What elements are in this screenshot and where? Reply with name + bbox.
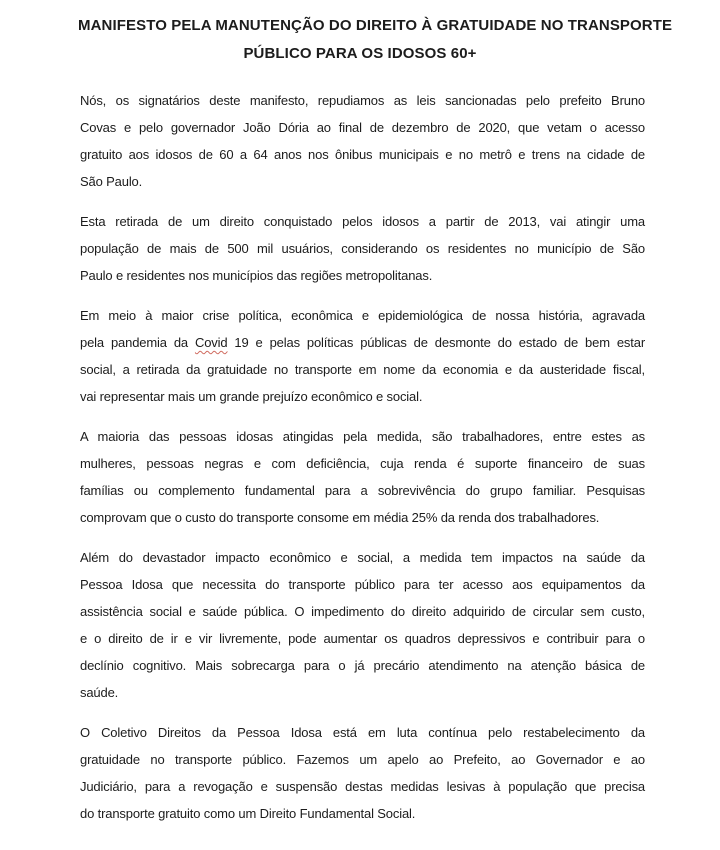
paragraph-line: Esta retirada de um direito conquistado pelos idosos a partir de 2013, vai atingir uma xyxy=(80,214,645,229)
paragraph-line: e o direito de ir e vir livremente, pode aumentar os quadros depressivos e contribuir para o xyxy=(80,631,645,646)
paragraph-line: saúde. xyxy=(80,685,119,700)
paragraph-line: comprovam que o custo do transporte consome em média 25% da renda dos trabalhadores. xyxy=(80,510,600,525)
paragraph-line: São Paulo. xyxy=(80,174,143,189)
paragraph-line: famílias ou complemento fundamental para a sobrevivência do grupo familiar. Pesquisas xyxy=(80,483,645,498)
paragraph-line: mulheres, pessoas negras e com deficiência, cuja renda é suporte financeiro de suas xyxy=(80,456,645,471)
paragraph-line: assistência social e saúde pública. O impedimento do direito adquirido de circular sem custo, xyxy=(80,604,645,619)
paragraph xyxy=(80,87,645,195)
paragraph-line: Nós, os signatários deste manifesto, repudiamos as leis sancionadas pelo prefeito Bruno xyxy=(80,93,645,108)
paragraph-line: gratuidade no transporte público. Fazemos um apelo ao Prefeito, ao Governador e ao xyxy=(80,752,645,767)
paragraph-line: pela pandemia da Covid 19 e pelas políticas públicas de desmonte do estado de bem estar xyxy=(80,335,645,350)
paragraph-line: O Coletivo Direitos da Pessoa Idosa está em luta contínua pelo restabelecimento da xyxy=(80,725,645,740)
paragraph-line: Covas e pelo governador João Dória ao final de dezembro de 2020, que vetam o acesso xyxy=(80,120,645,135)
paragraph-line: Além do devastador impacto econômico e social, a medida tem impactos na saúde da xyxy=(80,550,645,565)
paragraph-line: população de mais de 500 mil usuários, considerando os residentes no município de São xyxy=(80,241,645,256)
paragraph-line: Paulo e residentes nos municípios das regiões metropolitanas. xyxy=(80,268,433,283)
paragraph-line: Pessoa Idosa que necessita do transporte público para ter acesso aos equipamentos da xyxy=(80,577,645,592)
paragraph-line: do transporte gratuito como um Direito Fundamental Social. xyxy=(80,806,416,821)
paragraph-line: Em meio à maior crise política, econômica e epidemiológica de nossa história, agravada xyxy=(80,308,645,323)
paragraph xyxy=(80,423,645,531)
document-body xyxy=(80,87,645,827)
paragraph xyxy=(80,719,645,827)
paragraph-line: vai representar mais um grande prejuízo econômico e social. xyxy=(80,389,423,404)
title-line: MANIFESTO PELA MANUTENÇÃO DO DIREITO À GRATUIDADE NO TRANSPORTE xyxy=(78,17,673,34)
paragraph xyxy=(80,208,645,289)
paragraph-line: declínio cognitivo. Mais sobrecarga para o já precário atendimento na atenção básica de xyxy=(80,658,645,673)
paragraph xyxy=(80,544,645,706)
paragraph-line: gratuito aos idosos de 60 a 64 anos nos ônibus municipais e no metrô e trens na cidade de xyxy=(80,147,645,162)
spellcheck-flagged-word: Covid xyxy=(194,335,228,350)
paragraph xyxy=(80,302,645,410)
document-title xyxy=(78,12,673,68)
title-line: PÚBLICO PARA OS IDOSOS 60+ xyxy=(243,45,477,62)
paragraph-line: A maioria das pessoas idosas atingidas pela medida, são trabalhadores, entre estes as xyxy=(80,429,645,444)
paragraph-line: social, a retirada da gratuidade no transporte em nome da economia e da austeridade fiscal, xyxy=(80,362,645,377)
paragraph-line: Judiciário, para a revogação e suspensão destas medidas lesivas à população que precisa xyxy=(80,779,645,794)
